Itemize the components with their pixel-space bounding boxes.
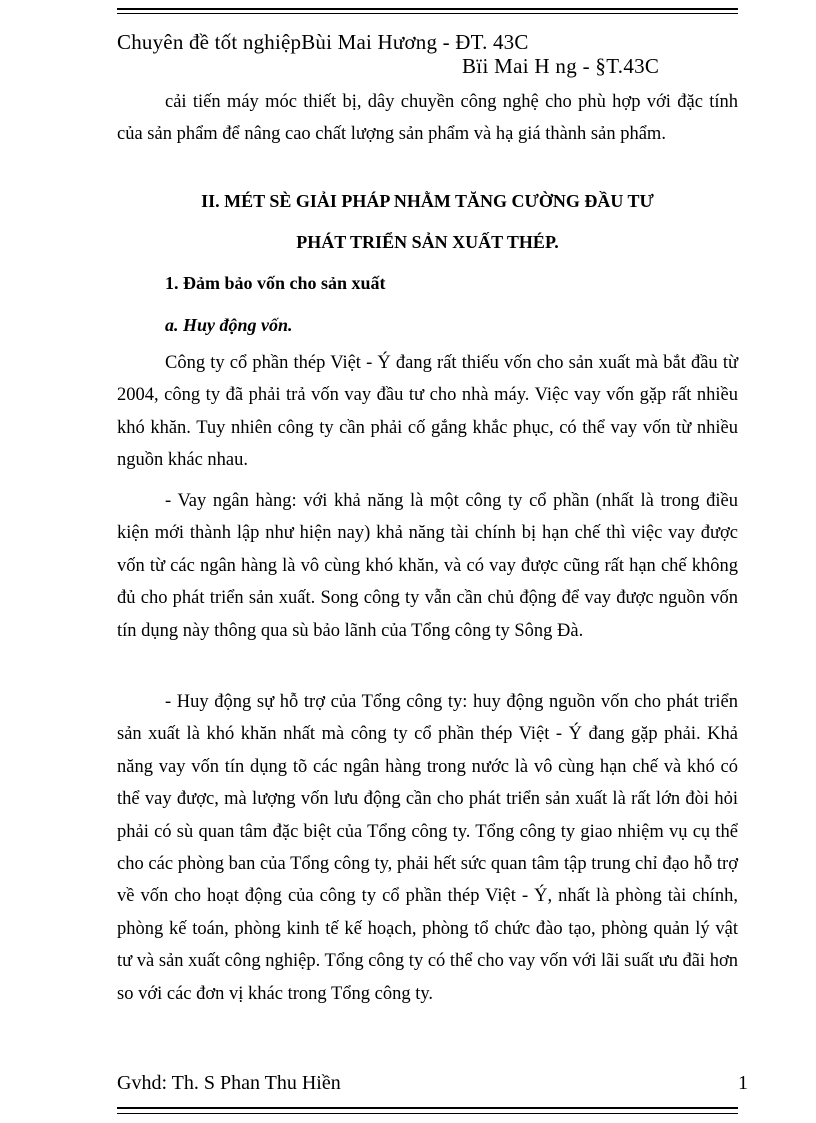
paragraph-1: Công ty cổ phần thép Việt - Ý đang rất thiếu vốn cho sản xuất mà bắt đầu từ 2004, công ty đã phải trả vốn vay đầu tư cho nhà máy. Việc vay vốn gặp rất nhiều khó khăn. Tuy nhiên công ty cần phải cố gắng khắc phục, có thể vay vốn từ nhiều nguồn khác nhau.: [117, 353, 738, 471]
header-rule-bottom: [117, 13, 738, 14]
page-number: 1: [738, 1072, 748, 1094]
paragraph-3: - Huy động sự hỗ trợ của Tổng công ty: huy động nguồn vốn cho phát triển sản xuất là khó khăn nhất mà công ty cổ phần thép Việt - Ý đang gặp phải. Khả năng vay vốn tín dụng tõ các ngân hàng trong nước là vô cùng hạn chế và khó có thể vay được, mà lượng vốn lưu động cần cho phát triển sản xuất là rất lớn đòi hỏi phải có sù quan tâm đặc biệt của Tổng công ty. Tổng công ty giao nhiệm vụ cụ thể cho các phòng ban của Tổng công ty, phải hết sức quan tâm tập trung chỉ đạo hỗ trợ về vốn cho hoạt động của công ty cổ phần thép Việt - Ý, nhất là phòng tài chính, phòng kế toán, phòng kinh tế kế hoạch, phòng tổ chức đào tạo, phòng quản lý vật tư và sản xuất công nghiệp. Tổng công ty có thể cho vay vốn với lãi suất ưu đãi hơn so với các đơn vị khác trong Tổng công ty.: [117, 692, 738, 1004]
header-title: Chuyên đề tốt nghiệpBùi Mai Hương - ĐT. 43C: [117, 30, 529, 54]
paragraph-2: - Vay ngân hàng: với khả năng là một công ty cổ phần (nhất là trong điều kiện mới thành lập như hiện nay) khả năng tài chính bị hạn chế thì việc vay được vốn từ các ngân hàng là vô cùng khó khăn, và có vay được cũng rất hạn chế không đủ cho phát triển sản xuất. Song công ty vẫn cần chủ động để vay được nguồn vốn tín dụng này thông qua sù bảo lãnh của Tổng công ty Sông Đà.: [117, 491, 738, 641]
section-heading-line2: PHÁT TRIỂN SẢN XUẤT THÉP.: [296, 232, 559, 252]
header-rule-top: [117, 8, 738, 10]
subheading: 1. Đảm bảo vốn cho sản xuất: [165, 273, 386, 293]
header-subtitle: Bïi Mai H ng - §T.43C: [462, 54, 660, 78]
section-heading-line1: II. MÉT SÈ GIẢI PHÁP NHẰM TĂNG CƯỜNG ĐẦU TƯ: [201, 191, 654, 211]
intro-paragraph: cải tiến máy móc thiết bị, dây chuyền công nghệ cho phù hợp với đặc tính của sản phẩm để nâng cao chất lượng sản phẩm và hạ giá thành sản phẩm.: [117, 92, 738, 145]
footer-instructor: Gvhd: Th. S Phan Thu Hiền: [117, 1072, 341, 1094]
footer-rule-top: [117, 1107, 738, 1109]
footer-rule-bottom: [117, 1113, 738, 1114]
subsubheading: a. Huy động vốn.: [165, 315, 293, 335]
